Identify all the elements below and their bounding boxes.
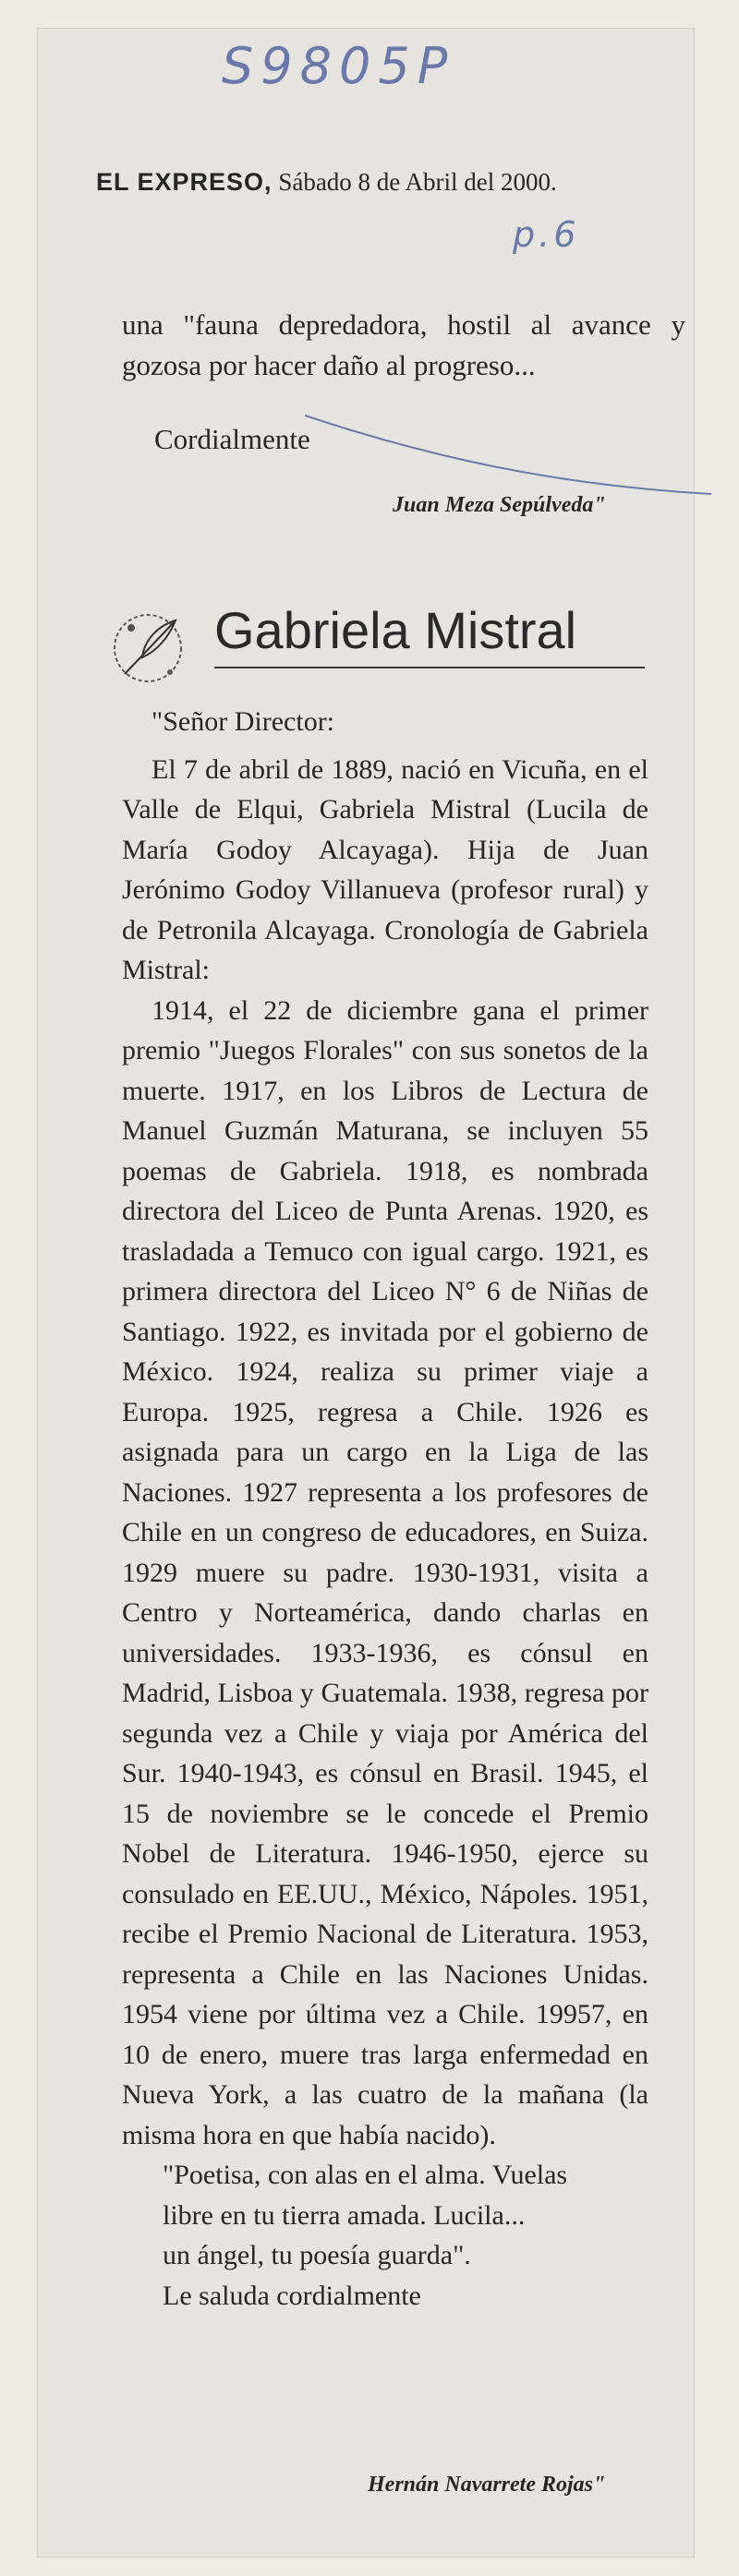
publication-date: Sábado 8 de Abril del 2000. (278, 168, 557, 196)
salutation: "Señor Director: (151, 706, 335, 737)
page-annotation: p.6 (513, 214, 580, 255)
paragraph-chronology: 1914, el 22 de diciembre gana el primer premio "Juegos Florales" con sus sonetos de la muerte. 1917, en los Libros de Lectura de Manuel Guzmán Maturana, se incluyen 55 poemas de Gabriela. 1918, es nombrada directora del Liceo de Punta Arenas. 1920, es trasladada a Temuco con igual cargo. 1921, es primera directora del Liceo N° 6 de Niñas de Santiago. 1922, es invitada por el gobierno de México. 1924, realiza su primer viaje a Europa. 1925, regresa a Chile. 1926 es asignada para un cargo en la Liga de las Naciones. 1927 representa a los profesores de Chile en un congreso de educadores, en Suiza. 1929 muere su padre. 1930-1931, visita a Centro y Norteamérica, dando charlas en universidades. 1933-1936, es cónsul en Madrid, Lisboa y Guatemala. 1938, regresa por segunda vez a Chile y viaja por América del Sur. 1940-1943, es cónsul en Brasil. 1945, el 15 de noviembre se le concede el Premio Nobel de Literatura. 1946-1950, ejerce su consulado en EE.UU., México, Nápoles. 1951, recibe el Premio Nacional de Literatura. 1953, representa a Chile en las Naciones Unidas. 1954 viene por última vez a Chile. 19957, en 10 de enero, muere tras larga enfermedad en Nueva York, a las cuatro de la mañana (la misma hora en que había nacido). (122, 994, 648, 2150)
previous-letter-closing: Cordialmente (154, 423, 310, 455)
paragraph-intro: El 7 de abril de 1889, nació en Vicuña, en el Valle de Elqui, Gabriela Mistral (Lucila de María Godoy Alcayaga). Hija de Juan Jerónimo Godoy Villanueva (profesor rural) y de Petronila Alcayaga. Cronología de Gabriela Mistral: (122, 753, 648, 985)
poem (122, 2155, 648, 2276)
archive-code-annotation: S9805P (222, 37, 455, 95)
newspaper-name: EL EXPRESO, (96, 168, 273, 196)
previous-letter-signature: Juan Meza Sepúlveda" (393, 493, 606, 517)
letter-body (122, 702, 648, 2316)
letter-signature: Hernán Navarrete Rojas" (368, 2473, 606, 2497)
quill-icon (102, 600, 203, 692)
previous-letter-text: una "fauna depredadora, hostil al avance y gozosa por hacer daño al progreso... (122, 308, 685, 381)
poem-line: un ángel, tu poesía guarda". (163, 2240, 471, 2270)
masthead (96, 168, 557, 197)
title-rule (214, 667, 645, 668)
poem-line: libre en tu tierra amada. Lucila... (163, 2199, 526, 2231)
poem-line: "Poetisa, con alas en el alma. Vuelas (163, 2160, 568, 2190)
letter-closing: Le saluda cordialmente (163, 2280, 421, 2311)
article-title: Gabriela Mistral (214, 601, 577, 659)
pen-stroke (305, 397, 711, 508)
